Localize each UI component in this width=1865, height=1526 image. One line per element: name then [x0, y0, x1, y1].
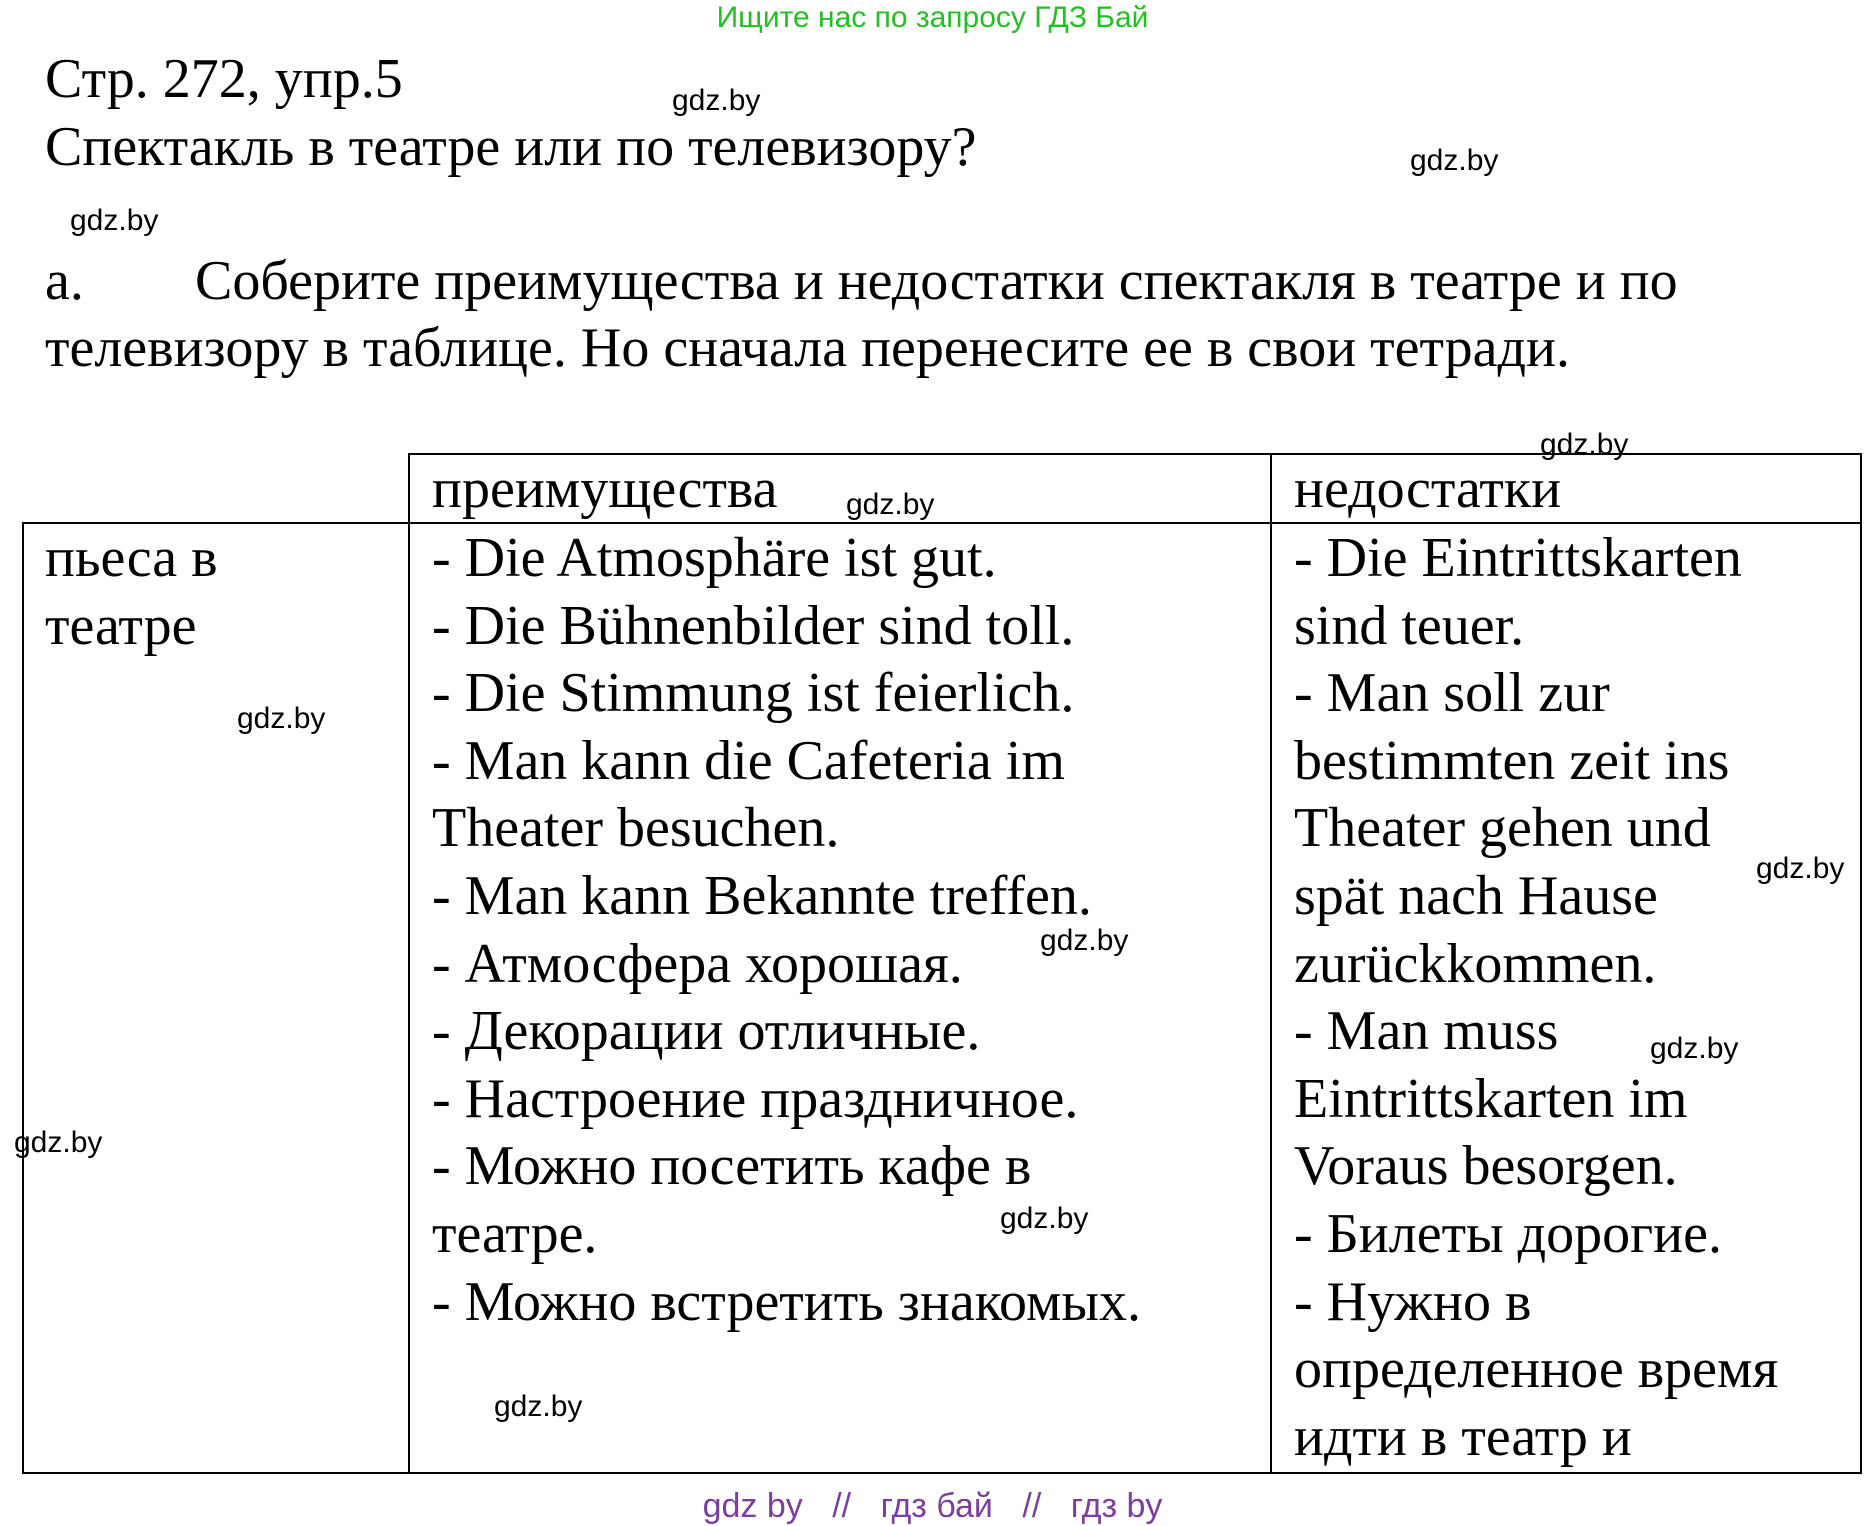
task-instruction [45, 248, 1835, 382]
task-line-1: Соберите преимущества и недостатки спектакля в театре и по [195, 250, 1678, 312]
advantage-item: - Атмосфера хорошая. [432, 932, 963, 995]
advantage-item: Theater besuchen. [432, 797, 840, 860]
disadvantage-item: - Man soll zur [1294, 662, 1610, 725]
table-divider-2 [1270, 453, 1272, 1474]
watermark: gdz.by [846, 488, 935, 521]
disadvantage-item: Eintrittskarten im [1294, 1067, 1688, 1130]
advantage-item: - Die Stimmung ist feierlich. [432, 662, 1075, 725]
disadvantage-item: spät nach Hause [1294, 864, 1658, 927]
page-reference: Стр. 272, упр.5 [45, 48, 403, 110]
disadvantage-item: - Man muss [1294, 1000, 1559, 1063]
advantage-item: - Можно встретить знакомых. [432, 1270, 1142, 1333]
task-line-2: телевизору в таблице. Но сначала перенесите ее в свои тетради. [45, 317, 1570, 379]
footer [0, 1486, 1865, 1526]
watermark: gdz.by [237, 702, 326, 735]
table-border-bottom [22, 1472, 1862, 1474]
watermark: gdz.by [1410, 144, 1499, 177]
watermark: gdz.by [14, 1126, 103, 1159]
disadvantage-item: Voraus besorgen. [1294, 1135, 1678, 1198]
footer-link-gdz-by[interactable]: gdz by [702, 1487, 803, 1525]
disadvantage-item: - Нужно в [1294, 1270, 1532, 1333]
table-border-top [408, 453, 1862, 455]
footer-link-gdz-bai[interactable]: гдз бай [880, 1487, 993, 1525]
header-disadvantages: недостатки [1294, 458, 1562, 520]
advantage-item: - Man kann Bekannte treffen. [432, 864, 1092, 927]
top-banner: Ищите нас по запросу ГДЗ Бай [716, 1, 1149, 34]
advantage-item: - Декорации отличные. [432, 1000, 981, 1063]
advantage-item: театре. [432, 1202, 598, 1265]
disadvantages-cell [1294, 525, 1778, 1471]
row-label-theatre [45, 525, 218, 660]
advantage-item: - Man kann die Cafeteria im [432, 729, 1065, 792]
footer-separator: // [832, 1487, 852, 1525]
advantage-item: - Настроение праздничное. [432, 1067, 1079, 1130]
disadvantage-item: - Билеты дорогие. [1294, 1202, 1722, 1265]
advantage-item: - Die Bühnenbilder sind toll. [432, 594, 1075, 657]
row-label-line: театре [45, 594, 197, 657]
row-label-line: пьеса в [45, 527, 218, 589]
task-letter: a. [45, 250, 84, 312]
footer-link-gdz-by-cyr[interactable]: гдз by [1070, 1487, 1163, 1525]
watermark: gdz.by [672, 84, 761, 117]
watermark: gdz.by [1040, 924, 1129, 957]
advantage-item: - Die Atmosphäre ist gut. [432, 527, 997, 589]
watermark: gdz.by [1756, 852, 1845, 885]
disadvantage-item: идти в театр и [1294, 1405, 1632, 1468]
table-border-header-bottom [22, 522, 1862, 524]
disadvantage-item: sind teuer. [1294, 594, 1525, 657]
exercise-title: Спектакль в театре или по телевизору? [45, 116, 977, 178]
disadvantage-item: bestimmten zeit ins [1294, 729, 1730, 792]
footer-separator: // [1022, 1487, 1042, 1525]
table-divider-1 [408, 453, 410, 1474]
disadvantage-item: - Die Eintrittskarten [1294, 527, 1742, 589]
watermark: gdz.by [70, 204, 159, 237]
disadvantage-item: Theater gehen und [1294, 797, 1711, 860]
advantage-item: - Можно посетить кафе в [432, 1135, 1032, 1198]
watermark: gdz.by [1540, 428, 1629, 461]
header-advantages: преимущества [432, 458, 778, 520]
watermark: gdz.by [494, 1390, 583, 1423]
disadvantage-item: zurückkommen. [1294, 932, 1657, 995]
watermark: gdz.by [1650, 1032, 1739, 1065]
table-border-left [22, 522, 24, 1474]
watermark: gdz.by [1000, 1202, 1089, 1235]
disadvantage-item: определенное время [1294, 1338, 1779, 1401]
table-border-right [1860, 453, 1862, 1474]
